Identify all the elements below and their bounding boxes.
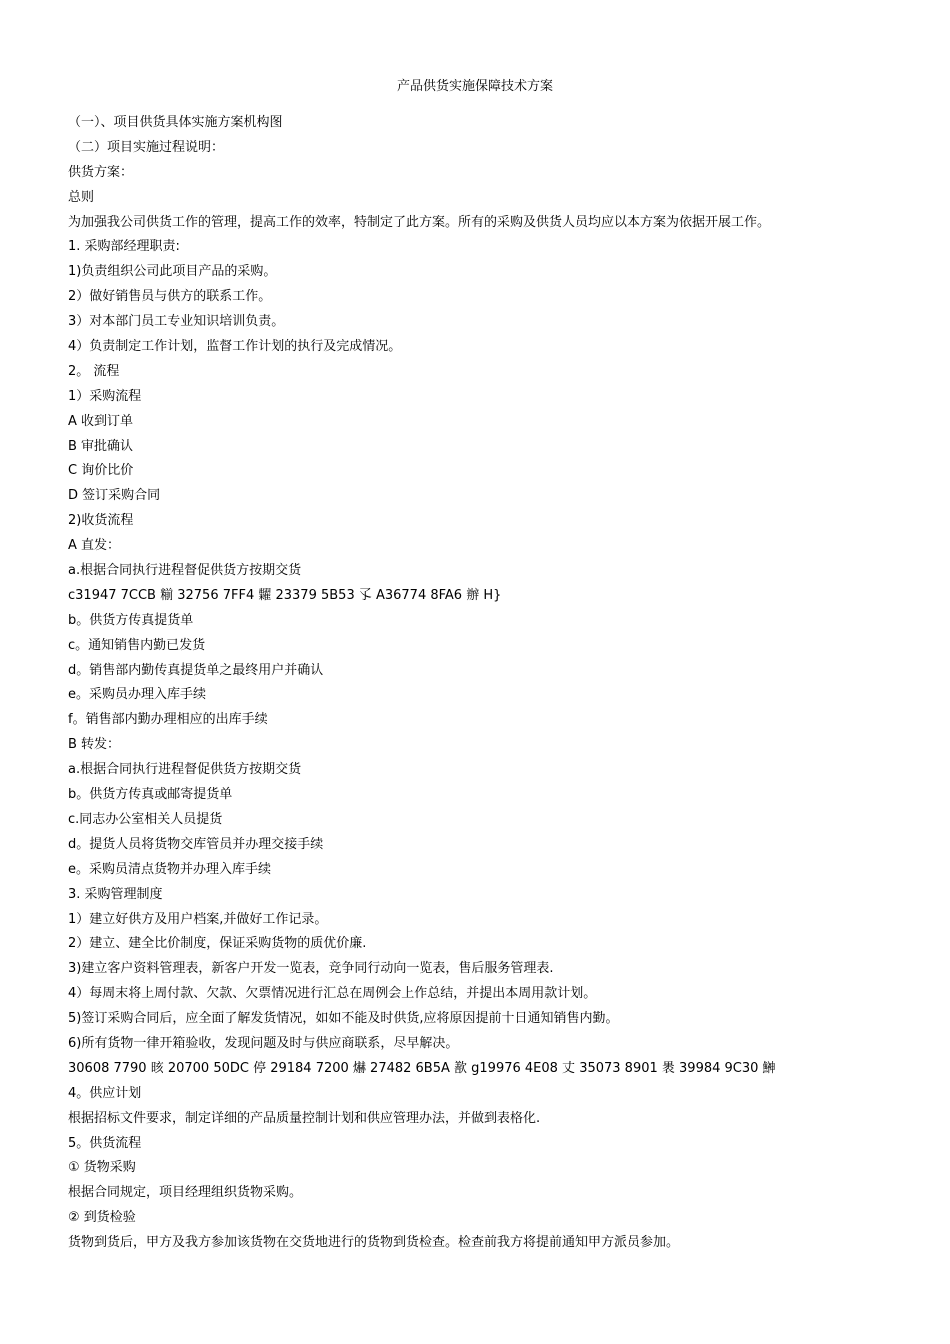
text-line: 2）做好销售员与供方的联系工作。 [68, 289, 272, 305]
text-line: 3）对本部门员工专业知识培训负责。 [68, 314, 285, 330]
text-line: 1）采购流程 [68, 388, 142, 404]
text-line: 4）负责制定工作计划，监督工作计划的执行及完成情况。 [68, 339, 402, 355]
text-line: e。采购员办理入库手续 [68, 687, 206, 703]
document-title: 产品供货实施保障技术方案 [396, 79, 553, 94]
text-line: d。销售部内勤传真提货单之最终用户并确认 [68, 662, 324, 678]
text-line: 30608 7790 晐 20700 50DC 停 29184 7200 爀 27482 6B5A 歚 g19976 4E08 丈 35073 8901 褁 39984 9C30 鰰 [68, 1060, 776, 1076]
text-line: 2）建立、建全比价制度，保证采购货物的质优价廉. [68, 936, 367, 952]
text-line: 1. 采购部经理职责: [68, 239, 180, 255]
text-line: 5。供货流程 [68, 1135, 142, 1151]
text-line: A 直发： [68, 538, 121, 554]
text-line: f。销售部内勤办理相应的出库手续 [68, 712, 268, 728]
text-line: 1）建立好供方及用户档案,并做好工作记录。 [68, 911, 328, 927]
text-line: C 询价比价 [68, 463, 134, 479]
text-line: 5)签订采购合同后，应全面了解发货情况，如如不能及时供货,应将原因提前十日通知销售内勤。 [68, 1011, 619, 1027]
text-line: 2。 流程 [68, 363, 120, 379]
text-line: 总则 [68, 189, 95, 205]
text-line: B 转发： [68, 737, 121, 753]
document-body [68, 111, 888, 1256]
text-line: 货物到货后，甲方及我方参加该货物在交货地进行的货物到货检查。检查前我方将提前通知甲方派员参加。 [68, 1235, 680, 1251]
text-line: 3)建立客户资料管理表，新客户开发一览表，竞争同行动向一览表，售后服务管理表. [68, 961, 554, 977]
text-line: A 收到订单 [68, 413, 134, 429]
text-line: （二）项目实施过程说明： [68, 139, 225, 155]
text-line: a.根据合同执行进程督促供货方按期交货 [68, 563, 302, 579]
text-line: b。供货方传真提货单 [68, 612, 194, 628]
text-line: a.根据合同执行进程督促供货方按期交货 [68, 762, 302, 778]
text-line: c31947 7CCB 糋 32756 7FF4 糶 23379 5B53 孓 A36774 8FA6 辦 H} [68, 587, 502, 603]
text-line: ② 到货检验 [68, 1210, 136, 1226]
text-line: 1)负责组织公司此项目产品的采购。 [68, 264, 277, 280]
text-line: 供货方案： [68, 164, 134, 180]
text-line: c。通知销售内勤已发货 [68, 637, 206, 653]
text-line: c.同志办公室相关人员提货 [68, 811, 223, 827]
text-line: 6)所有货物一律开箱验收，发现问题及时与供应商联系，尽早解决。 [68, 1035, 459, 1051]
text-line: b。供货方传真或邮寄提货单 [68, 787, 233, 803]
text-line: 为加强我公司供货工作的管理，提高工作的效率，特制定了此方案。所有的采购及供货人员均应以本方案为依据开展工作。 [68, 214, 771, 230]
text-line: e。采购员清点货物并办理入库手续 [68, 861, 271, 877]
text-line: 2)收货流程 [68, 513, 134, 529]
text-line: D 签订采购合同 [68, 488, 161, 504]
text-line: 3. 采购管理制度 [68, 886, 163, 902]
text-line: d。提货人员将货物交库管员并办理交接手续 [68, 836, 324, 852]
text-line: 4。供应计划 [68, 1085, 142, 1101]
text-line: B 审批确认 [68, 438, 134, 454]
text-line: （一）、项目供货具体实施方案机构图 [68, 115, 283, 130]
text-line: 根据招标文件要求，制定详细的产品质量控制计划和供应管理办法，并做到表格化. [68, 1110, 541, 1126]
text-line: 根据合同规定，项目经理组织货物采购。 [68, 1185, 303, 1201]
text-line: ① 货物采购 [68, 1160, 136, 1176]
text-line: 4）每周末将上周付款、欠款、欠票情况进行汇总在周例会上作总结，并提出本周用款计划。 [68, 986, 597, 1002]
